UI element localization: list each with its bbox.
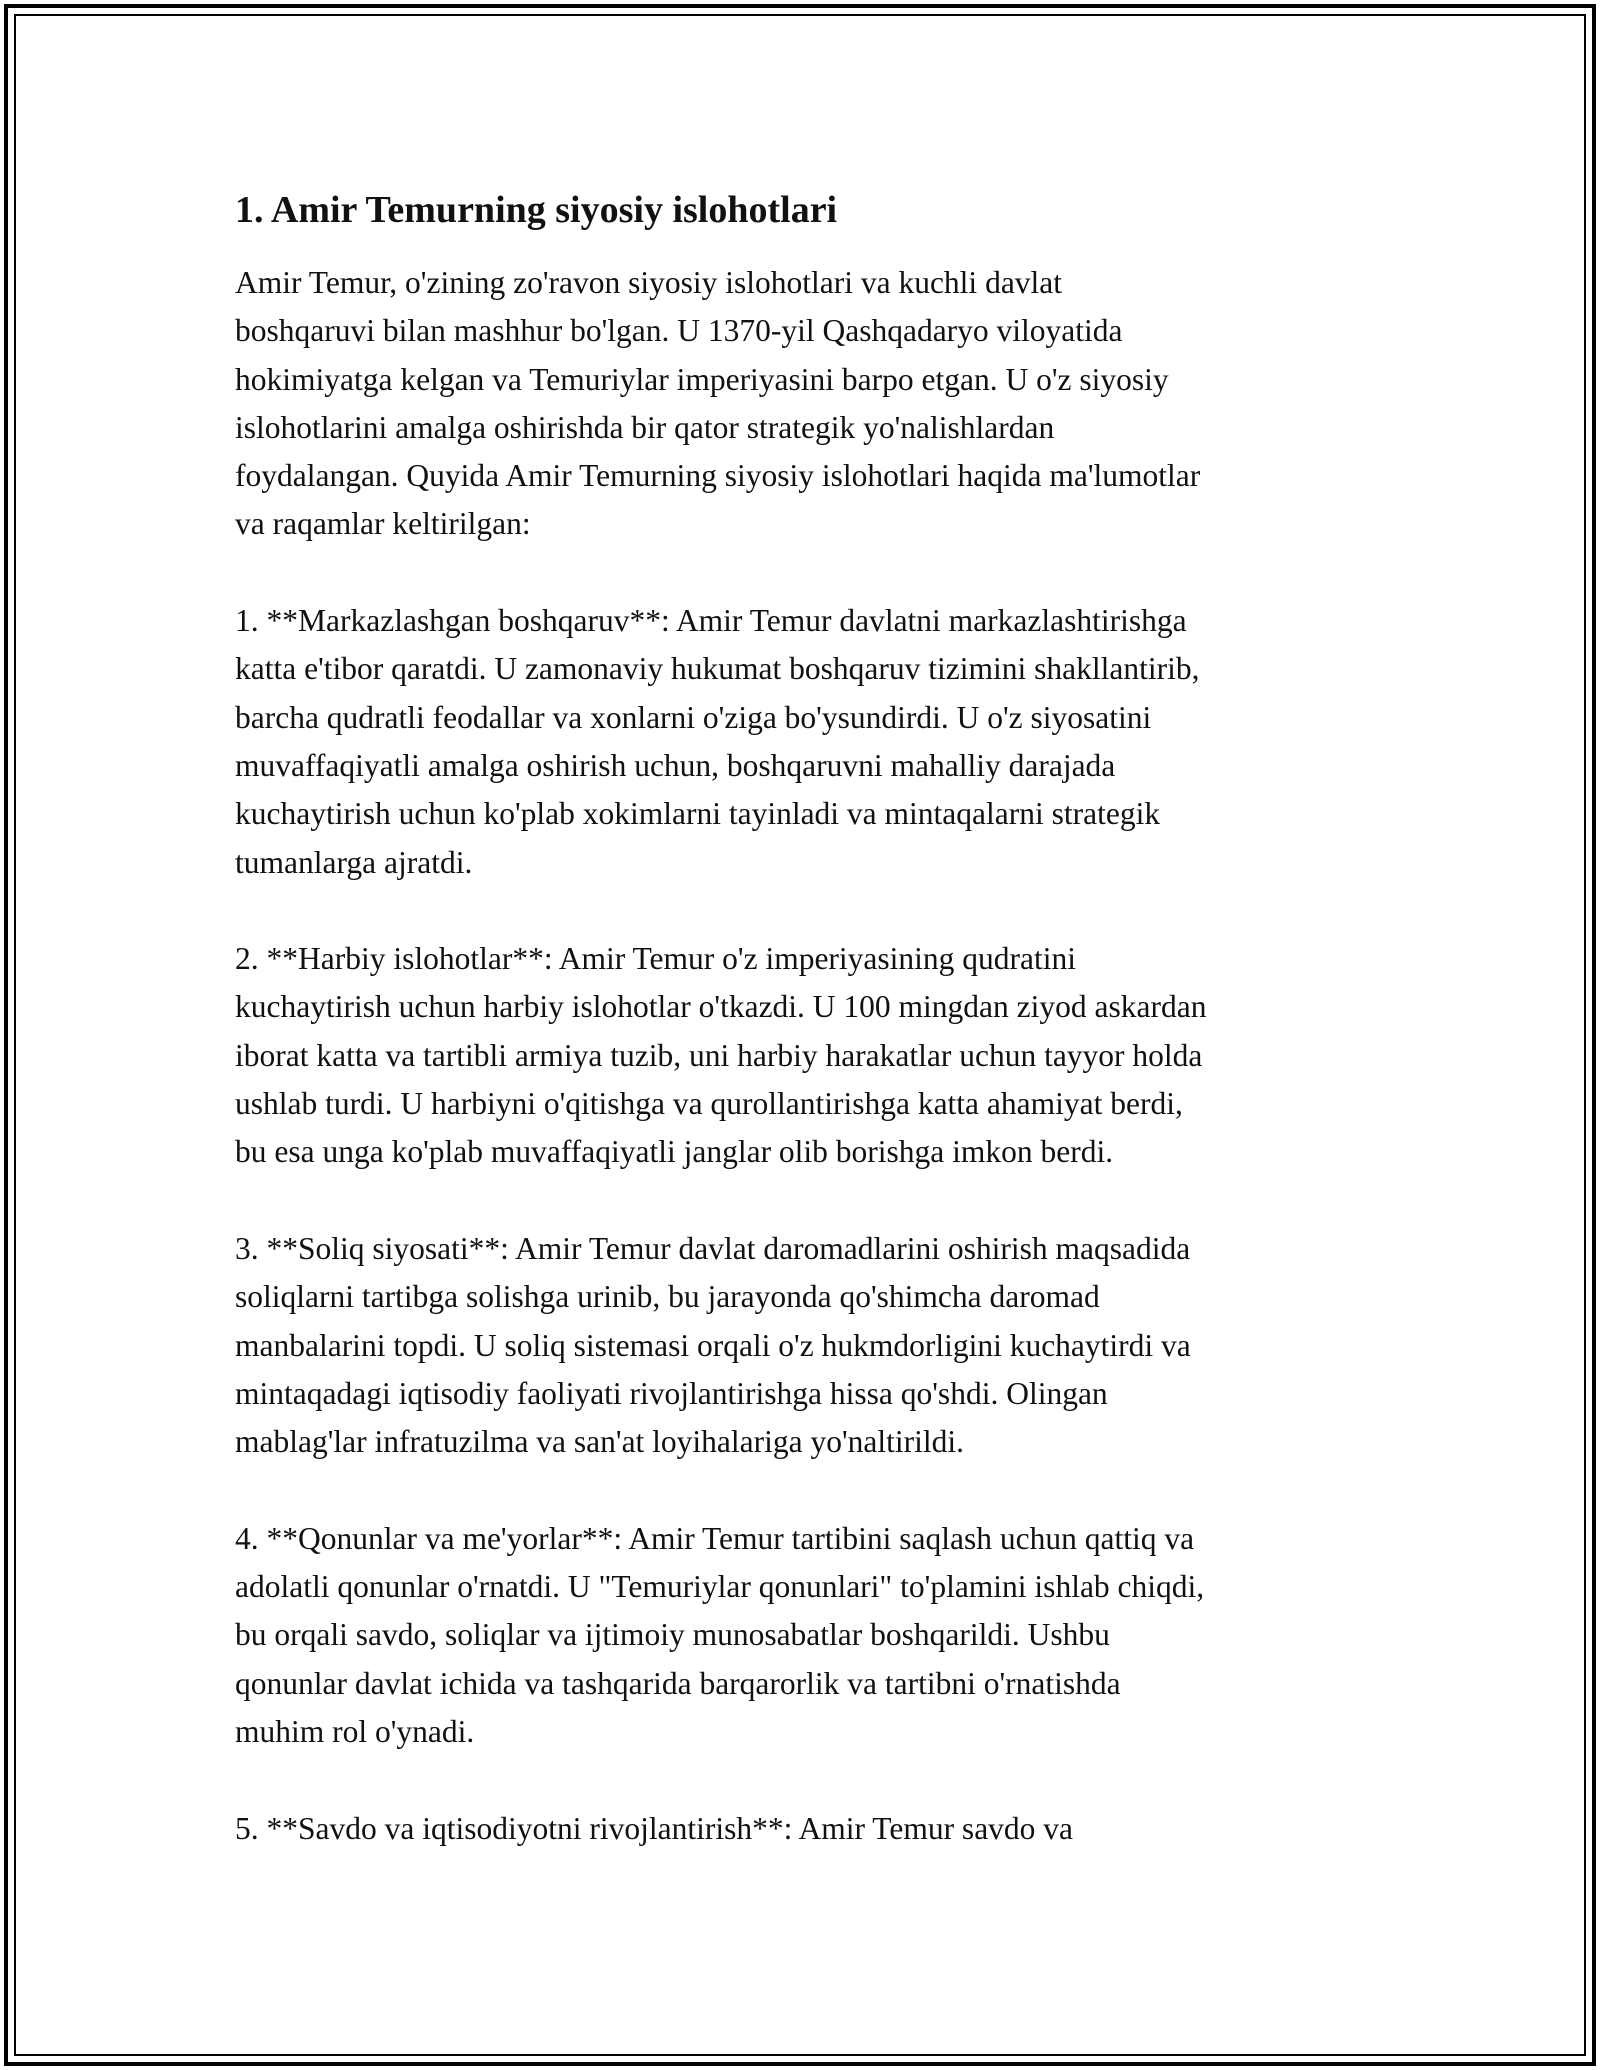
text-line: mablag'lar infratuzilma va san'at loyihalariga yo'naltirildi. — [235, 1424, 965, 1460]
text-line: manbalarini topdi. U soliq sistemasi orqali o'z hukmdorligini kuchaytirdi va — [235, 1327, 1191, 1363]
text-line: islohotlarini amalga oshirishda bir qator strategik yo'nalishlardan — [235, 409, 1055, 445]
text-line: boshqaruvi bilan mashhur bo'lgan. U 1370-yil Qashqadaryo viloyatida — [235, 313, 1123, 349]
intro-paragraph — [235, 259, 1375, 549]
text-line: adolatli qonunlar o'rnatdi. U "Temuriylar qonunlari" to'plamini ishlab chiqdi, — [235, 1569, 1205, 1605]
paragraph-trade-economy — [235, 1805, 1375, 1853]
paragraph-tax-policy — [235, 1225, 1375, 1466]
text-line: barcha qudratli feodallar va xonlarni o'ziga bo'ysundirdi. U o'z siyosatini — [235, 699, 1152, 735]
text-line: kuchaytirish uchun ko'plab xokimlarni tayinladi va mintaqalarni strategik — [235, 796, 1161, 832]
text-line: hokimiyatga kelgan va Temuriylar imperiyasini barpo etgan. U o'z siyosiy — [235, 361, 1169, 397]
text-line: ushlab turdi. U harbiyni o'qitishga va qurollantirishga katta ahamiyat berdi, — [235, 1086, 1183, 1122]
text-line: 3. **Soliq siyosati**: Amir Temur davlat daromadlarini oshirish maqsadida — [235, 1230, 1191, 1266]
text-line: 2. **Harbiy islohotlar**: Amir Temur o'z imperiyasining qudratini — [235, 941, 1077, 977]
text-line: 5. **Savdo va iqtisodiyotni rivojlantirish**: Amir Temur savdo va — [235, 1810, 1074, 1846]
paragraph-centralized-governance — [235, 597, 1375, 887]
text-line: va raqamlar keltirilgan: — [235, 506, 531, 542]
text-line: kuchaytirish uchun harbiy islohotlar o'tkazdi. U 100 mingdan ziyod askardan — [235, 989, 1207, 1025]
text-line: mintaqadagi iqtisodiy faoliyati rivojlantirishga hissa qo'shdi. Olingan — [235, 1375, 1108, 1411]
text-line: 4. **Qonunlar va me'yorlar**: Amir Temur tartibini saqlash uchun qattiq va — [235, 1520, 1195, 1556]
text-line: soliqlarni tartibga solishga urinib, bu jarayonda qo'shimcha daromad — [235, 1279, 1100, 1315]
paragraph-military-reforms — [235, 935, 1375, 1176]
document-title: 1. Amir Temurning siyosiy islohotlari — [235, 189, 838, 231]
paragraph-laws-and-norms — [235, 1515, 1375, 1756]
text-line: muhim rol o'ynadi. — [235, 1713, 475, 1749]
document-body — [235, 185, 1375, 1901]
text-line: muvaffaqiyatli amalga oshirish uchun, boshqaruvni mahalliy darajada — [235, 747, 1116, 783]
text-line: foydalangan. Quyida Amir Temurning siyosiy islohotlari haqida ma'lumotlar — [235, 458, 1201, 494]
text-line: qonunlar davlat ichida va tashqarida barqarorlik va tartibni o'rnatishda — [235, 1665, 1121, 1701]
text-line: Amir Temur, o'zining zo'ravon siyosiy islohotlari va kuchli davlat — [235, 265, 1063, 300]
text-line: iborat katta va tartibli armiya tuzib, uni harbiy harakatlar uchun tayyor holda — [235, 1037, 1203, 1073]
text-line: bu orqali savdo, soliqlar va ijtimoiy munosabatlar boshqarildi. Ushbu — [235, 1617, 1110, 1653]
text-line: 1. **Markazlashgan boshqaruv**: Amir Temur davlatni markazlashtirishga — [235, 603, 1187, 639]
text-line: katta e'tibor qaratdi. U zamonaviy hukumat boshqaruv tizimini shakllantirib, — [235, 651, 1200, 687]
text-line: bu esa unga ko'plab muvaffaqiyatli janglar olib borishga imkon berdi. — [235, 1134, 1114, 1170]
text-line: tumanlarga ajratdi. — [235, 844, 473, 880]
